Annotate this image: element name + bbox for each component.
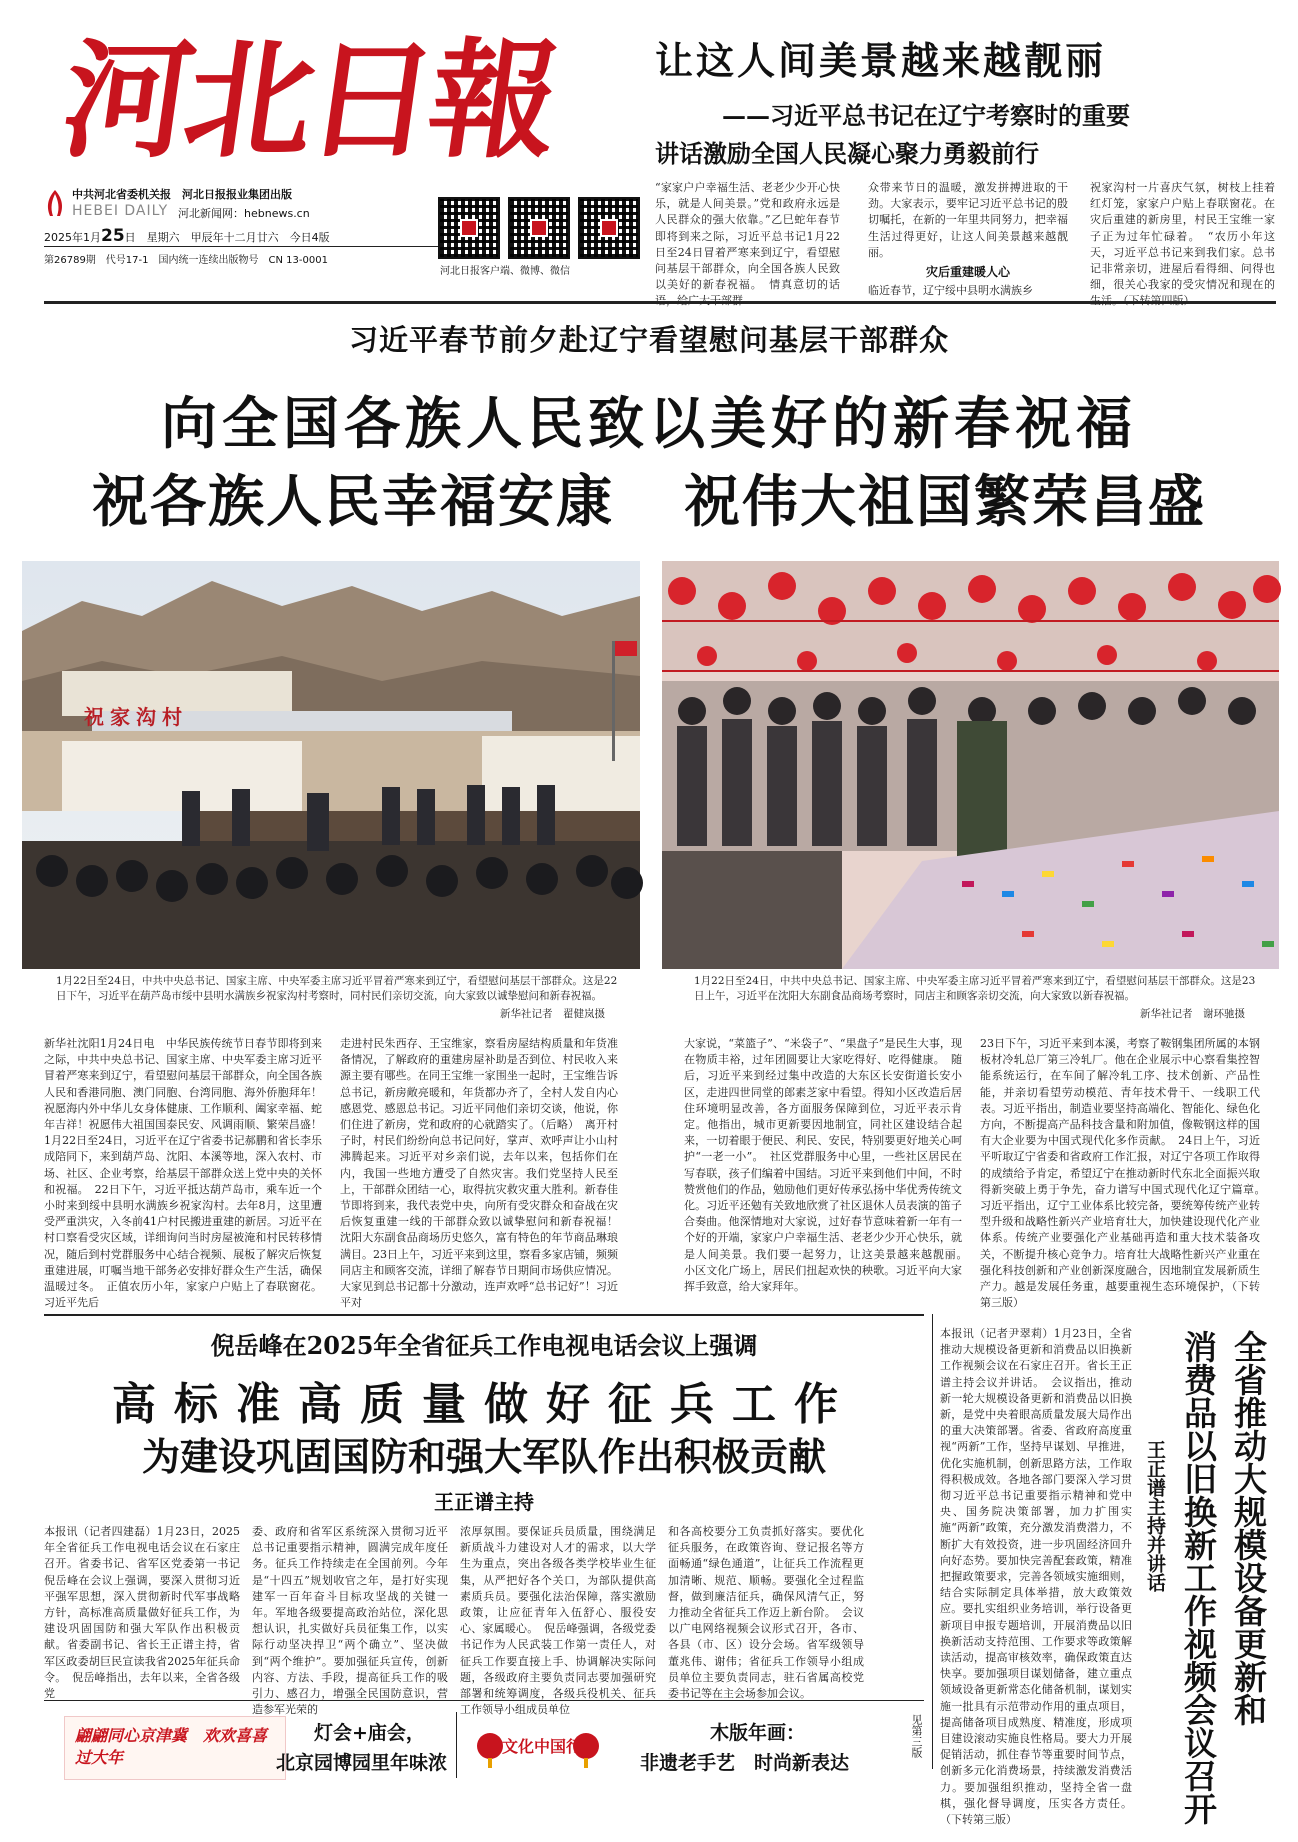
lead-headline-2b: 祝伟大祖国繁荣昌盛 — [684, 470, 1206, 535]
promo1-line-1: 灯会+庙会， — [314, 1722, 425, 1744]
masthead-date — [44, 226, 330, 246]
lead-body-col-2: 走进村民朱西存、王宝维家，察看房屋结构质量和年货准备情况，了解政府的重建房屋补助是否到位、村民收入来源主要有哪些。在同王宝维一家围坐一起时，王宝维告诉总书记，新房敞亮暖和，年货都办齐了，全村人发自内心感恩党、感恩总书记。习近平同他们亲切交谈，他说，你们住进了新房，党和政府的心就踏实了。（后略） 离开村子时，村民们纷纷向总书记问好，掌声、欢呼声让小山村沸腾起来。习近平对乡亲们说，去年以来，包括你们在内，我国一些地方遭受了自然灾害。我们党坚持人民至上，干部群众团结一心，取得抗灾救灾重大胜利。新春佳节即将到来，我代表党中央，向所有受灾群众和奋战在灾后恢复重建一线的干部群众致以诚挚慰问和新春祝福！ 沈阳大东副食品商场历史悠久，富有特色的年节商品琳琅满目。23日上午，习近平来到这里，察看多家店铺，频频同店主和顾客交流，详细了解春节日期间市场供应情况。大家见到总书记都十分激动，连声欢呼“总书记好”！习近平对 — [340, 1037, 629, 1310]
masthead-logo — [53, 26, 563, 176]
top-story-title[interactable]: 让这人间美景越来越靓丽 — [655, 38, 1107, 83]
top-story-col-2-subhead: 灾后重建暖人心 — [925, 265, 1010, 280]
mid-divider — [44, 1314, 924, 1316]
date-day: 25 — [101, 226, 125, 246]
promo2-line-1: 木版年画： — [710, 1722, 806, 1744]
top-story-col-2 — [868, 180, 1068, 300]
qr-code-weibo-icon[interactable] — [508, 197, 570, 259]
promo2-line-2: 非遗老手艺 时尚新表达 — [640, 1752, 850, 1774]
date-prefix: 2025年1月 — [44, 231, 101, 244]
story2-headline-1[interactable]: 高标准高质量做好征兵工作 — [112, 1379, 856, 1430]
qr-code-app-icon[interactable] — [438, 197, 500, 259]
qr-code-wechat-icon[interactable] — [578, 197, 640, 259]
lead-headline-1[interactable]: 向全国各族人民致以美好的新春祝福 — [161, 392, 1137, 457]
lead-headline-2[interactable] — [0, 458, 1298, 538]
lead-body-col-3: 大家说，“菜篮子”、“米袋子”、“果盘子”是民生大事，现在物质丰裕，过年团圆要让大家吃得好、吃得健康。 随后，习近平来到经过集中改造的大东区长安街道长安小区，走进四世同堂的郎素芝家中看望。得知小区改造后居住环境明显改善，各方面服务保障到位，习近平表示肯定。他指出，城市更新要因地制宜，同社区建设结合起来，一切着眼于便民、利民、安民，特别要更好地关心呵护“一老一小”。 社区党群服务中心里，一些社区居民在写春联，孩子们编着中国结。习近平来到他们中间，不时赞赏他们的作品，勉励他们更好传承弘扬中华优秀传统文化。习近平还勉有关致地欣赏了社区退休人员表演的笛子合奏曲。他深情地对大家说，过好春节意味着新一年有一个好的开端，家家户户幸福生活、老老少少开心快乐，就是人间美景。我们要一起努力，让这美景越来越靓丽。 小区文化广场上，居民们扭起欢快的秧歌。习近平向大家挥手致意，给大家拜年。 — [684, 1037, 973, 1294]
promo1-line-2: 北京园博园里年味浓 — [276, 1752, 448, 1774]
masthead-website[interactable]: 河北新闻网：hebnews.cn — [178, 207, 310, 220]
top-story-col-2-text: 众带来节日的温暖，激发拼搏进取的干劲。大家表示，要牢记习近平总书记的殷切嘱托，在新的一年里共同努力，把幸福生活过得更好，让这人间美景越来越靓丽。 — [868, 181, 1068, 259]
masthead-rule — [44, 246, 450, 247]
qr-caption: 河北日报客户端、微博、微信 — [440, 266, 570, 277]
promo2-art-text: 文化中国行 — [502, 1737, 583, 1756]
footer-promo-2[interactable] — [460, 1708, 930, 1788]
promo1-art — [64, 1716, 286, 1780]
story3-body: 本报讯（记者尹翠莉）1月23日，全省推动大规模设备更新和消费品以旧换新工作视频会议在石家庄召开。省长王正谱主持会议并讲话。 会议指出，推动新一轮大规模设备更新和消费品以旧换新，是党中央着眼高质量发展大局作出的重大决策部署。省委、省政府高度重视“两新”工作，坚持早谋划、早推进，优化实施机制，创新思路方法，工作取得积极成效。各地各部门要深入学习贯彻习近平总书记重要指示精神和党中央、国务院决策部署，加力扩围实施“两新”政策，充分激发消费潜力，不断扩大有效投资，进一步巩固经济回升向好态势。要加快完善配套政策，精准把握政策要求，完善各领域实施细则，结合实际制定具体举措，放大政策效应。要扎实组织业务培训，举行设备更新项目申报专题培训，开展消费品以旧换新活动支持范围、工作要求等政策解读活动，提高审核效率，确保政策直达快享。要加强项目谋划储备，建立重点领域设备更新常态化储备机制，谋划实施一批具有示范带动作用的重点项目，提高储备项目成熟度、精准度，形成项目建设滚动实施良性格局。要大力开展促销活动，抓住春节等重要时间节点，创新多元化消费场景，持续激发消费活力。要加强组织推动，坚持全省一盘棋，强化督导调度，压实各方责任。（下转第三版） — [940, 1327, 1132, 1827]
lead-body-col-4: 23日下午，习近平来到本溪，考察了鞍钢集团所属的本钢板材冷轧总厂第三冷轧厂。他在企业展示中心察看集控智能系统运行，在车间了解冷轧工序、技术创新、产品性能，并亲切看望劳动模范、青年技术骨干、一线职工代表。习近平指出，制造业要坚持高端化、智能化、绿色化方向，不断提高产品科技含量和附加值，像鞍钢这样的国有大企业要为中国式现代化多作贡献。 24日上午，习近平听取辽宁省委和省政府工作汇报，对辽宁各项工作取得的成绩给予肯定，希望辽宁在推动新时代东北全面振兴取得新突破上勇于争先，奋力谱写中国式现代化辽宁篇章。 习近平指出，辽宁工业体系比较完备，要统筹传统产业转型升级和战略性新兴产业培育壮大，加快建设现代化产业体系。传统产业要强化产业基础再造和重大技术装备攻关，不断提升核心竞争力。培育壮大战略性新兴产业重在强化科技创新和产业创新深度融合，因地制宜发展新质生产力。越是发展任务重，越要重视生态环境保护，（下转第三版） — [980, 1037, 1271, 1310]
story2-col-3: 浓厚氛围。要保证兵员质量，围绕满足新质战斗力建设对人才的需求，以大学生为重点，突出各级各类学校毕业生征集，从严把好各个关口，为部队提供高素质兵员。要强化法治保障，落实激励政策，让应征青年入伍舒心、服役安心、家属暖心。 倪岳峰强调，各级党委书记作为人民武装工作第一责任人，对征兵工作要直接上手、协调解决实际问题，各级政府主要负责同志要加强研究部署和统筹调度，各级兵役机关、征兵工作领导小组成员单位 — [460, 1525, 656, 1717]
masthead-logo-text: 河北日報 — [53, 26, 563, 176]
promo2-art — [474, 1718, 604, 1774]
right-column-divider — [932, 1314, 933, 1769]
top-story-col-2-text-b: 临近春节，辽宁绥中县明水满族乡 — [868, 284, 1033, 298]
lead-headline-2a: 祝各族人民幸福安康 — [92, 470, 614, 535]
top-story-col-3: 祝家沟村一片喜庆气氛，树枝上挂着红灯笼，家家户户贴上春联窗花。在灾后重建的新房里，村民王宝维一家子正为过年忙碌着。 “农历小年这天，习近平总书记来到我们家。总书记非常亲切，进屋后看得细、问得也细，很关心我家的受灾情况和现在的 — [1090, 181, 1275, 292]
lead-body-col-1: 新华社沈阳1月24日电 中华民族传统节日春节即将到来之际，中共中央总书记、国家主席、中央军委主席习近平冒着严寒来到辽宁，看望慰问基层干部群众，向全国各族人民和香港同胞、澳门同胞、台湾同胞、海外侨胞拜年！祝愿海内外中华儿女身体健康、工作顺利、阖家幸福、蛇年吉祥！祝愿伟大祖国国泰民安、风调雨顺、繁荣昌盛！ 1月22日至24日，习近平在辽宁省委书记郝鹏和省长李乐成陪同下，来到葫芦岛、沈阳、本溪等地，深入农村、市场、社区、企业考察，给基层干部群众送上党中央的关怀和祝福。 22日下午，习近平抵达葫芦岛市，乘车近一个小时来到绥中县明水满族乡祝家沟村。去年8月，这里遭受严重洪灾，入冬前41户村民搬进重建的新居。习近平在村口察看受灾区域，详细询问当时房屋被淹和村民转移情况，随后到村党群服务中心结合视频、展板了解灾后恢复重建进展，叮嘱当地干部务必安排好群众生产生活，确保温暖过冬。 正值农历小年，家家户户贴上了春联窗花。习近平先后 — [44, 1037, 333, 1310]
story2-byline: 王正谱主持 — [434, 1490, 534, 1514]
photo-village-sign: 祝家沟村 — [84, 705, 188, 729]
promo2-side-note: 见第三版 — [910, 1714, 923, 1758]
top-story-col-1: “家家户户幸福生活、老老少少开心快乐，就是人间美景。”党和政府永远是人民群众的强大依靠。”乙巳蛇年春节即将到来之际，习近平总书记1月22日至24日冒着严寒来到辽宁，看望慰问基层干部群众，向全国各族人民致以美好的新春祝福。 情真意切的话 — [655, 181, 840, 292]
top-story-subtitle-2: 讲话激励全国人民凝心聚力勇毅前行 — [655, 139, 1039, 168]
story3-headline-1[interactable]: 全省推动大规模设备更新和 — [1229, 1330, 1268, 1726]
masthead-emblem-icon — [44, 188, 66, 218]
story3-byline: 王正谱主持并讲话 — [1144, 1440, 1166, 1592]
top-divider — [44, 301, 1276, 304]
footer-promo-1[interactable] — [44, 1708, 484, 1788]
lead-kicker: 习近平春节前夕赴辽宁看望慰问基层干部群众 — [348, 323, 949, 357]
masthead-issue-line: 第26789期 代号17-1 国内统一连续出版物号 CN 13-0001 — [44, 255, 328, 266]
story3-headline-2[interactable]: 消费品以旧换新工作视频会议召开 — [1179, 1330, 1218, 1825]
photo-market-visit[interactable] — [662, 561, 1279, 969]
photo-market-caption: 1月22日至24日，中共中央总书记、国家主席、中央军委主席习近平冒着严寒来到辽宁，看望慰问基层干部群众。这是23日上午，习近平在沈阳大东副食品商场考察时，同店主和顾客亲切交流，向大家致以新春祝福。 — [694, 975, 1256, 1002]
story2-kicker: 倪岳峰在2025年全省征兵工作电视电话会议上强调 — [210, 1331, 758, 1360]
photo-market-credit: 新华社记者 谢环驰摄 — [1140, 1008, 1245, 1020]
story2-col-1: 本报讯（记者四建磊）1月23日，2025年全省征兵工作电视电话会议在石家庄召开。省委书记、省军区党委第一书记倪岳峰在会议上强调，要深入贯彻习近平强军思想，深入贯彻新时代军事战略方针，高标准高质量做好征兵工作，为建设巩固国防和强大军队作出积极贡献。省委副书记、省长王正谱主持，省军区政委胡巨民宣读我省2025年征兵命令。 倪岳峰指出，去年以来，全省各级党 — [44, 1525, 240, 1701]
photo-village-caption: 1月22日至24日，中共中央总书记、国家主席、中央军委主席习近平冒着严寒来到辽宁，看望慰问基层干部群众。这是22日下午，习近平在葫芦岛市绥中县明水满族乡祝家沟村考察时，同村民们亲切交流，向大家致以诚挚慰问和新春祝福。 — [56, 975, 618, 1002]
top-story-subtitle-1: ——习近平总书记在辽宁考察时的重要 — [722, 101, 1130, 130]
date-suffix: 日 星期六 甲辰年十二月廿六 今日4版 — [124, 231, 330, 244]
story2-headline-2[interactable]: 为建设巩固国防和强大军队作出积极贡献 — [141, 1435, 826, 1479]
masthead-org-line: 中共河北省委机关报 河北日报报业集团出版 — [72, 188, 292, 201]
story2-col-2: 委、政府和省军区系统深入贯彻习近平总书记重要指示精神，圆满完成年度任务。征兵工作持续走在全国前列。今年是“十四五”规划收官之年，是打好实现建军一百年奋斗目标攻坚战的关键一年。军地各级要提高政治站位，深化思想认识，扎实做好兵员征集工作，以实际行动坚决捍卫“两个确立”、坚决做到“两个维护”。要加强征兵宣传，创新内容、方法、手段，提高征兵工作的吸引力、感召力，增强全民国防意识，营造参军光荣的 — [252, 1525, 448, 1717]
story2-col-4: 和各高校要分工负责抓好落实。要优化征兵服务，在政策咨询、登记报名等方面畅通“绿色通道”，让征兵工作流程更加清晰、规范、顺畅。要强化全过程监督，做到廉洁征兵，确保风清气正，努力推动全省征兵工作迈上新台阶。 会议以广电网络视频会议形式召开，各市、各县（市、区）设分会场。省军级领导董兆伟、谢伟；省征兵工作领导小组成员单位主要负责同志，驻石省属高校党委书记等在主会场参加会议。 — [668, 1525, 864, 1701]
footer-divider — [44, 1700, 924, 1701]
footer-promo-divider — [456, 1712, 457, 1778]
photo-village-visit[interactable] — [22, 561, 640, 969]
masthead-en-name: HEBEI DAILY — [72, 203, 169, 219]
promo1-art-text: 翩翩同心京津冀 欢欢喜喜过大年 — [75, 1726, 268, 1767]
photo-village-credit: 新华社记者 翟健岚摄 — [500, 1008, 605, 1020]
